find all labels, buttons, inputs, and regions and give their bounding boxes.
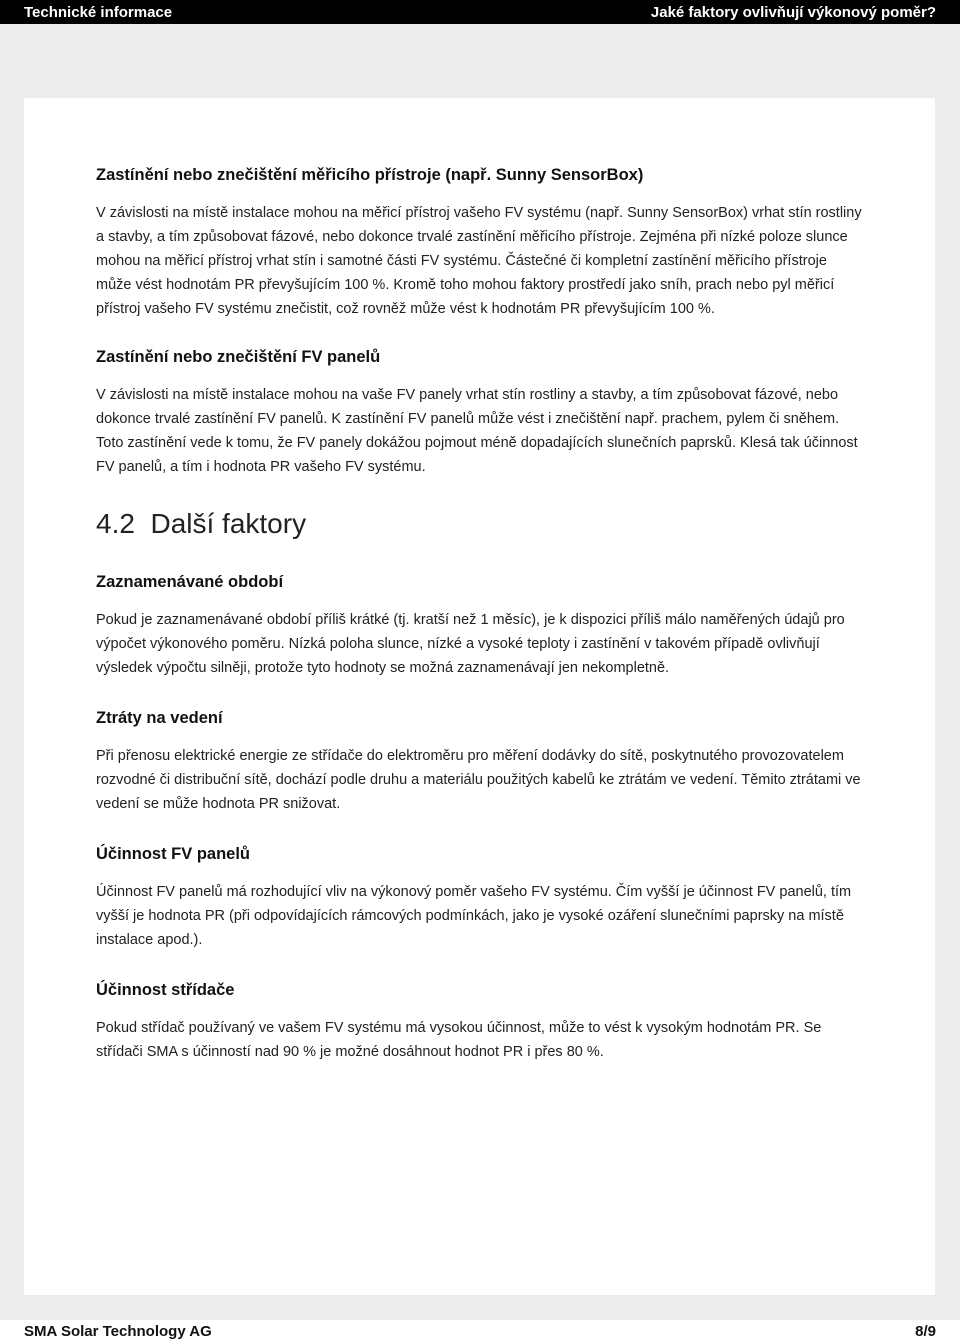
header-bar: [0, 0, 960, 24]
header-section-title: Technické informace: [24, 3, 173, 21]
document-page: [24, 98, 935, 1295]
chapter-heading: 4.2 Další faktory: [96, 508, 307, 539]
section-heading-panel-shading: Zastínění nebo znečištění FV panelů: [96, 348, 381, 366]
footer-page-number: 8/9: [915, 1323, 936, 1340]
footer-company: SMA Solar Technology AG: [24, 1323, 212, 1340]
footer-bar: [0, 1320, 960, 1343]
header-page-title: Jaké faktory ovlivňují výkonový poměr?: [650, 3, 936, 21]
subsection-body-inverter-efficiency: Pokud střídač používaný ve vašem FV systému má vysokou účinnost, může to vést k vysokým hodnotám PR. Se střídači SMA s účinností nad 90 % je možné dosáhnout hodnot PR i přes 80 %.: [96, 1020, 822, 1060]
section-body-panel-shading: V závislosti na místě instalace mohou na vaše FV panely vrhat stín rostliny a stavby, a tím způsobovat fázové, nebo dokonce trvalé zastínění FV panelů. K zastínění FV panelů může vést i znečištění např. prachem, pylem či sněhem. Toto zastínění vede k tomu, že FV panely dokážou pojmout méně dopadajících slunečních paprsků. Klesá tak účinnost FV panelů, a tím i hodnota PR vašeho FV systému.: [96, 387, 858, 475]
subsection-heading-line-losses: Ztráty na vedení: [96, 709, 223, 727]
page-content: [96, 164, 866, 1064]
subsection-body-line-losses: Při přenosu elektrické energie ze střídače do elektroměru pro měření dodávky do sítě, poskytnutého provozovatelem rozvodné či distribuční sítě, dochází podle druhu a materiálu použitých kabelů ke ztrátám ve vedení. Těmito ztrátami ve vedení se může hodnota PR snižovat.: [96, 748, 861, 812]
subsection-heading-panel-efficiency: Účinnost FV panelů: [96, 845, 251, 863]
subsection-body-recording-period: Pokud je zaznamenávané období příliš krátké (tj. kratší než 1 měsíc), je k dispozici příliš málo naměřených údajů pro výpočet výkonového poměru. Nízká poloha slunce, nízké a vysoké teploty i zastínění v takovém případě ovlivňují výsledek výpočtu silněji, protože tyto hodnoty se možná zaznamenávají jen nekompletně.: [96, 612, 845, 676]
subsection-body-panel-efficiency: Účinnost FV panelů má rozhodující vliv na výkonový poměr vašeho FV systému. Čím vyšší je účinnost FV panelů, tím vyšší je hodnota PR (při odpovídajících rámcových podmínkách, jako je vysoké ozáření slunečními paprsky na místě instalace apod.).: [96, 884, 852, 948]
section-heading-sensor-shading: Zastínění nebo znečištění měřicího přístroje (např. Sunny SensorBox): [96, 166, 644, 184]
subsection-heading-inverter-efficiency: Účinnost střídače: [96, 981, 235, 999]
section-body-sensor-shading: V závislosti na místě instalace mohou na měřicí přístroj vašeho FV systému (např. Sunny SensorBox) vrhat stín rostliny a stavby, a tím způsobovat fázové, nebo dokonce trvalé zastínění měřicího přístroje. Zejména při nízké poloze slunce mohou na měřicí přístroj vrhat stín i samotné části FV systému. Částečné či kompletní zastínění měřicího přístroje může vést hodnotám PR převyšujícím 100 %. Kromě toho mohou faktory prostředí jako sníh, prach nebo pyl měřicí přístroj vašeho FV systému znečistit, což rovněž může vést k hodnotám PR převyšujícím 100 %.: [96, 205, 862, 317]
subsection-heading-recording-period: Zaznamenávané období: [96, 573, 284, 591]
